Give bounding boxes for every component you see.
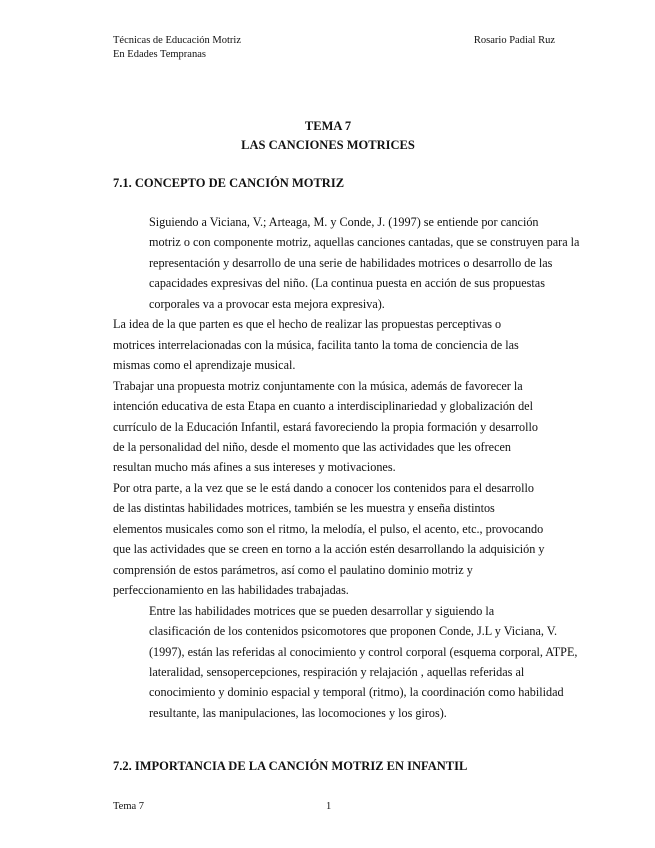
text-line: que las actividades que se creen en torno a la acción estén desarrollando la adquisición y [113,542,545,557]
text-line: perfeccionamiento en las habilidades trabajadas. [113,583,349,598]
text-line: Por otra parte, a la vez que se le está dando a conocer los contenidos para el desarrollo [113,480,534,495]
section-heading-2: 7.2. IMPORTANCIA DE LA CANCIÓN MOTRIZ EN INFANTIL [113,759,468,773]
header-course-subtitle: En Edades Tempranas [113,49,206,60]
text-line: comprensión de estos parámetros, así como el paulatino dominio motriz y [113,562,473,577]
title-topic-number: TEMA 7 [304,119,352,133]
text-line: representación y desarrollo de una serie de habilidades motrices o desarrollo de las [149,255,553,270]
text-line: currículo de la Educación Infantil, estará favoreciendo la propia formación y desarrollo [113,419,539,434]
document-title [113,117,543,155]
paragraph [113,376,543,478]
header-course-title: Técnicas de Educación Motriz [113,35,241,46]
text-line: elementos musicales como son el ritmo, la melodía, el pulso, el acento, etc., provocando [113,521,544,536]
text-line: mismas como el aprendizaje musical. [113,358,296,373]
header-left [113,34,241,62]
paragraph [113,601,578,724]
text-line: Entre las habilidades motrices que se pueden desarrollar y siguiendo la [149,603,495,618]
text-line: lateralidad, sensopercepciones, respiración y relajación , aquellas referidas al [149,664,525,679]
paragraph [113,478,543,601]
text-line: de las distintas habilidades motrices, también se les muestra y enseña distintos [113,501,495,516]
footer-topic-label: Tema 7 [113,801,145,812]
section-1-body [113,212,580,723]
text-line: intención educativa de esta Etapa en cuanto a interdisciplinariedad y globalización del [113,399,533,414]
text-line: La idea de la que parten es que el hecho de realizar las propuestas perceptivas o [113,317,502,332]
page-number: 1 [326,801,332,812]
text-line: motriz o con componente motriz, aquellas canciones cantadas, que se construyen para la [149,235,580,250]
paragraph [113,314,543,375]
text-line: Trabajar una propuesta motriz conjuntamente con la música, además de favorecer la [113,378,523,393]
text-line: (1997), están las referidas al conocimiento y control corporal (esquema corporal, ATPE, [149,644,578,659]
text-line: corporales va a provocar esta mejora expresiva). [149,296,385,311]
text-line: capacidades expresivas del niño. (La continua puesta en acción de sus propuestas [149,276,545,291]
text-line: resultan mucho más afines a sus intereses y motivaciones. [113,460,396,475]
header-author: Rosario Padial Ruz [473,35,555,46]
title-topic-name: LAS CANCIONES MOTRICES [241,138,415,152]
text-line: de la personalidad del niño, desde el momento que las actividades que les ofrecen [113,439,511,454]
text-line: motrices interrelacionadas con la música, facilita tanto la toma de conciencia de las [113,337,519,352]
section-heading-1: 7.1. CONCEPTO DE CANCIÓN MOTRIZ [113,176,345,190]
text-line: clasificación de los contenidos psicomotores que proponen Conde, J.L y Viciana, V. [149,624,558,639]
text-line: Siguiendo a Viciana, V.; Arteaga, M. y Conde, J. (1997) se entiende por canción [149,215,539,229]
paragraph [113,212,580,314]
text-line: conocimiento y dominio espacial y temporal (ritmo), la coordinación como habilidad [149,685,564,700]
text-line: resultante, las manipulaciones, las locomociones y los giros). [149,705,447,720]
